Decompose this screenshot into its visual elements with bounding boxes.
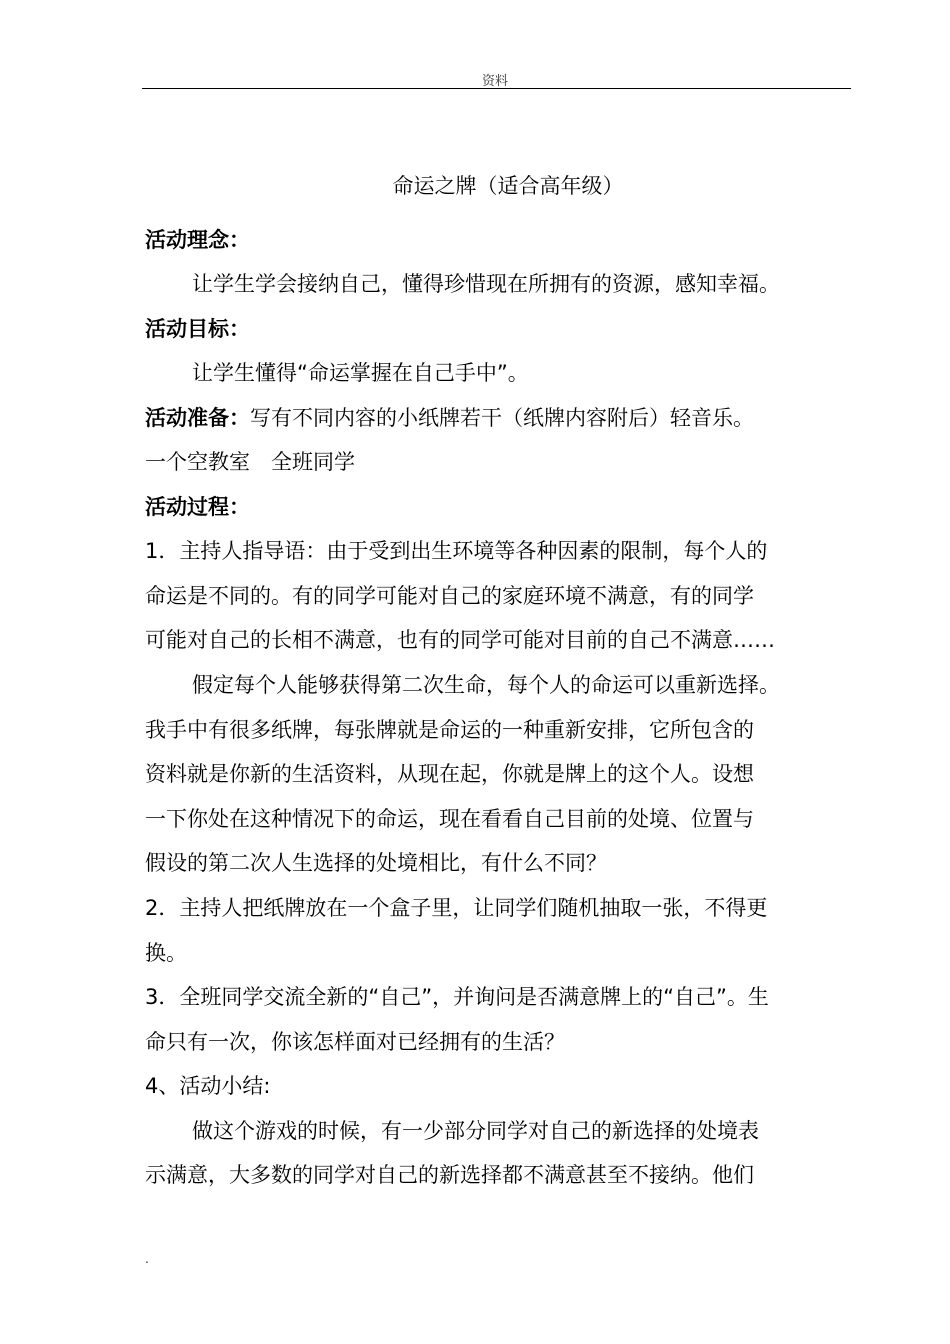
heading-activity-concept: 活动理念： [145, 228, 250, 252]
paragraph-line: 命只有一次，你该怎样面对已经拥有的生活？ [145, 1030, 565, 1054]
document-title: 命运之牌（适合高年级） [392, 174, 624, 198]
paragraph-line: 可能对自己的长相不满意，也有的同学可能对目前的自己不满意…… [145, 628, 775, 652]
page-footer-mark: . [145, 1252, 149, 1266]
paragraph-line: 换。 [145, 941, 187, 965]
paragraph-line: 做这个游戏的时候，有一少部分同学对自己的新选择的处境表 [192, 1119, 759, 1143]
paragraph-line: 假定每个人能够获得第二次生命，每个人的命运可以重新选择。 [192, 673, 780, 697]
paragraph-line: 3．全班同学交流全新的“自己”，并询问是否满意牌上的“自己”。生 [145, 985, 769, 1009]
paragraph-line: 4、活动小结: [145, 1074, 271, 1098]
heading-activity-process: 活动过程： [145, 495, 250, 519]
paragraph-line: 让学生懂得“命运掌握在自己手中”。 [192, 361, 529, 385]
paragraph-line: 示满意，大多数的同学对自己的新选择都不满意甚至不接纳。他们 [145, 1163, 754, 1187]
paragraph-line: 资料就是你新的生活资料，从现在起，你就是牌上的这个人。设想 [145, 762, 754, 786]
paragraph-line: 命运是不同的。有的同学可能对自己的家庭环境不满意，有的同学 [145, 584, 754, 608]
paragraph-line: 1．主持人指导语：由于受到出生环境等各种因素的限制，每个人的 [145, 539, 768, 563]
header-divider [142, 88, 851, 89]
paragraph-line: 2．主持人把纸牌放在一个盒子里，让同学们随机抽取一张，不得更 [145, 896, 768, 920]
paragraph-line: 我手中有很多纸牌，每张牌就是命运的一种重新安排，它所包含的 [145, 718, 754, 742]
heading-activity-goal: 活动目标： [145, 317, 250, 341]
paragraph-line: 让学生学会接纳自己，懂得珍惜现在所拥有的资源，感知幸福。 [192, 272, 780, 296]
heading-activity-preparation: 活动准备： [145, 406, 250, 430]
paragraph-line: 一下你处在这种情况下的命运，现在看看自己目前的处境、位置与 [145, 807, 754, 831]
page-header-label: 资料 [481, 74, 508, 89]
activity-preparation-text: 写有不同内容的小纸牌若干（纸牌内容附后）轻音乐。 [250, 406, 754, 430]
paragraph-line: 假设的第二次人生选择的处境相比，有什么不同？ [145, 851, 607, 875]
activity-preparation-line [145, 402, 754, 434]
paragraph-line: 一个空教室 全班同学 [145, 450, 355, 474]
